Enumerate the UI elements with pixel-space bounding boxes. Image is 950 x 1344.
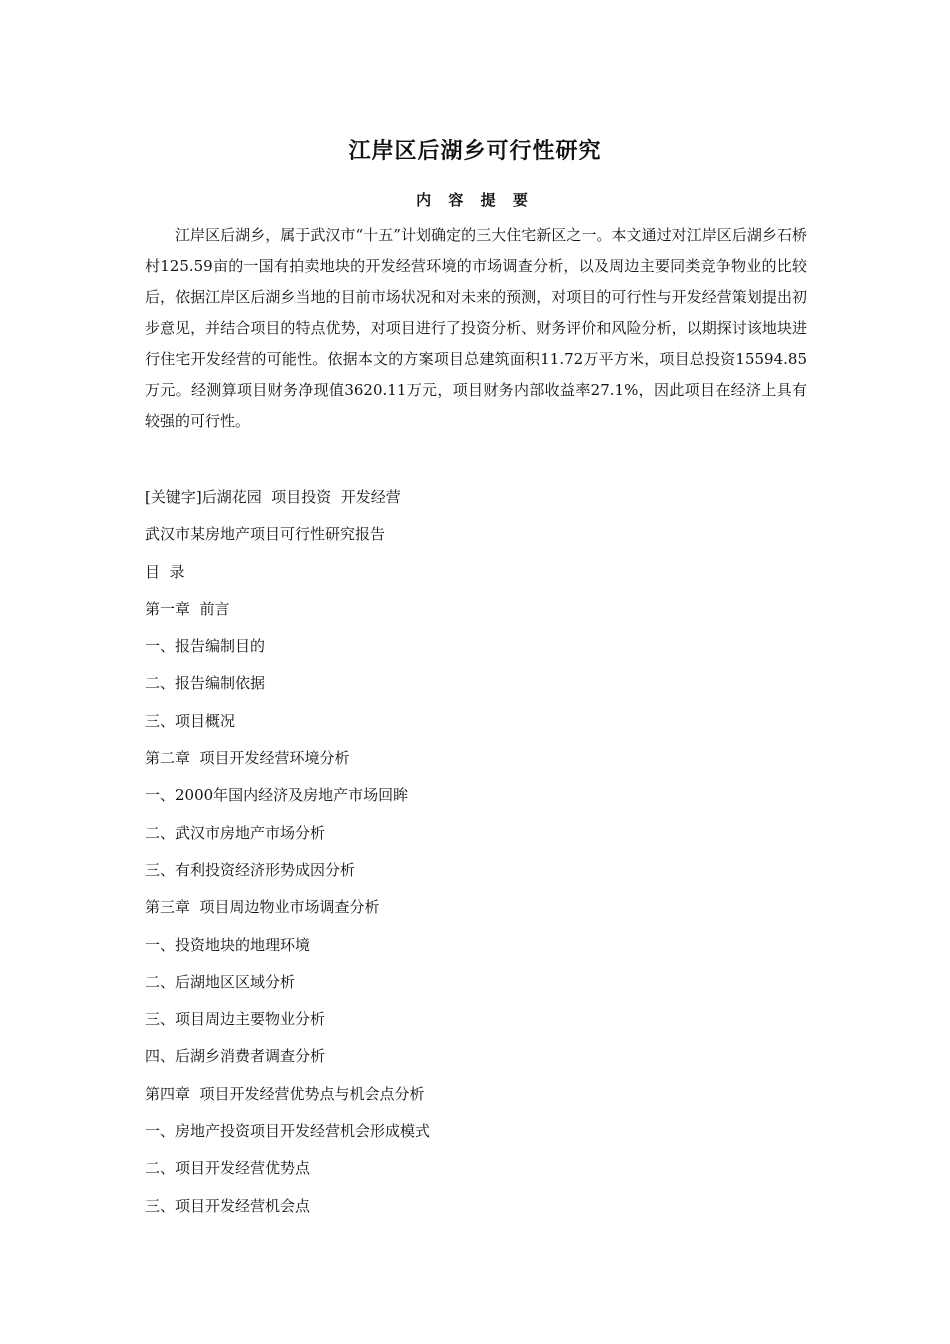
toc-item: 一、报告编制目的 (145, 637, 266, 656)
toc-item: 二、项目开发经营优势点 (145, 1159, 311, 1178)
toc-item: 一、投资地块的地理环境 (145, 935, 311, 954)
toc-item: 三、有利投资经济形势成因分析 (145, 860, 356, 879)
toc-item: 一、2000年国内经济及房地产市场回眸 (145, 786, 409, 805)
report-title-line: 武汉市某房地产项目可行性研究报告 (145, 525, 386, 544)
toc-heading: 目 录 (145, 562, 185, 581)
toc-item: 四、后湖乡消费者调查分析 (145, 1047, 326, 1066)
toc-item: 三、项目概况 (145, 711, 236, 730)
toc-item: 三、项目开发经营机会点 (145, 1196, 311, 1215)
contents-list (145, 484, 807, 1230)
toc-item: 三、项目周边主要物业分析 (145, 1010, 326, 1029)
toc-item-chapter: 第四章 项目开发经营优势点与机会点分析 (145, 1084, 425, 1103)
toc-item-chapter: 第二章 项目开发经营环境分析 (145, 749, 350, 768)
abstract-heading: 内 容 提 要 (416, 191, 534, 209)
abstract-paragraph: 江岸区后湖乡，属于武汉市“十五”计划确定的三大住宅新区之一。本文通过对江岸区后湖乡石桥村125.59亩的一国有拍卖地块的开发经营环境的市场调查分析，以及周边主要同类竞争物业的比较后，依据江岸区后湖乡当地的目前市场状况和对未来的预测，对项目的可行性与开发经营策划提出初步意见，并结合项目的特点优势，对项目进行了投资分析、财务评价和风险分析，以期探讨该地块进行住宅开发经营的可能性。依据本文的方案项目总建筑面积11.72万平方米，项目总投资15594.85万元。经测算项目财务净现值3620.11万元，项目财务内部收益率27.1%，因此项目在经济上具有较强的可行性。 (145, 226, 807, 430)
toc-item: 一、房地产投资项目开发经营机会形成模式 (145, 1122, 431, 1141)
toc-item: 二、武汉市房地产市场分析 (145, 823, 326, 842)
keywords-line: [关键字]后湖花园 项目投资 开发经营 (145, 488, 401, 506)
toc-item: 二、后湖地区区域分析 (145, 972, 296, 991)
toc-item: 二、报告编制依据 (145, 674, 266, 693)
toc-item-chapter: 第一章 前言 (145, 599, 230, 618)
document-title: 江岸区后湖乡可行性研究 (348, 138, 602, 164)
toc-item-chapter: 第三章 项目周边物业市场调查分析 (145, 898, 380, 917)
